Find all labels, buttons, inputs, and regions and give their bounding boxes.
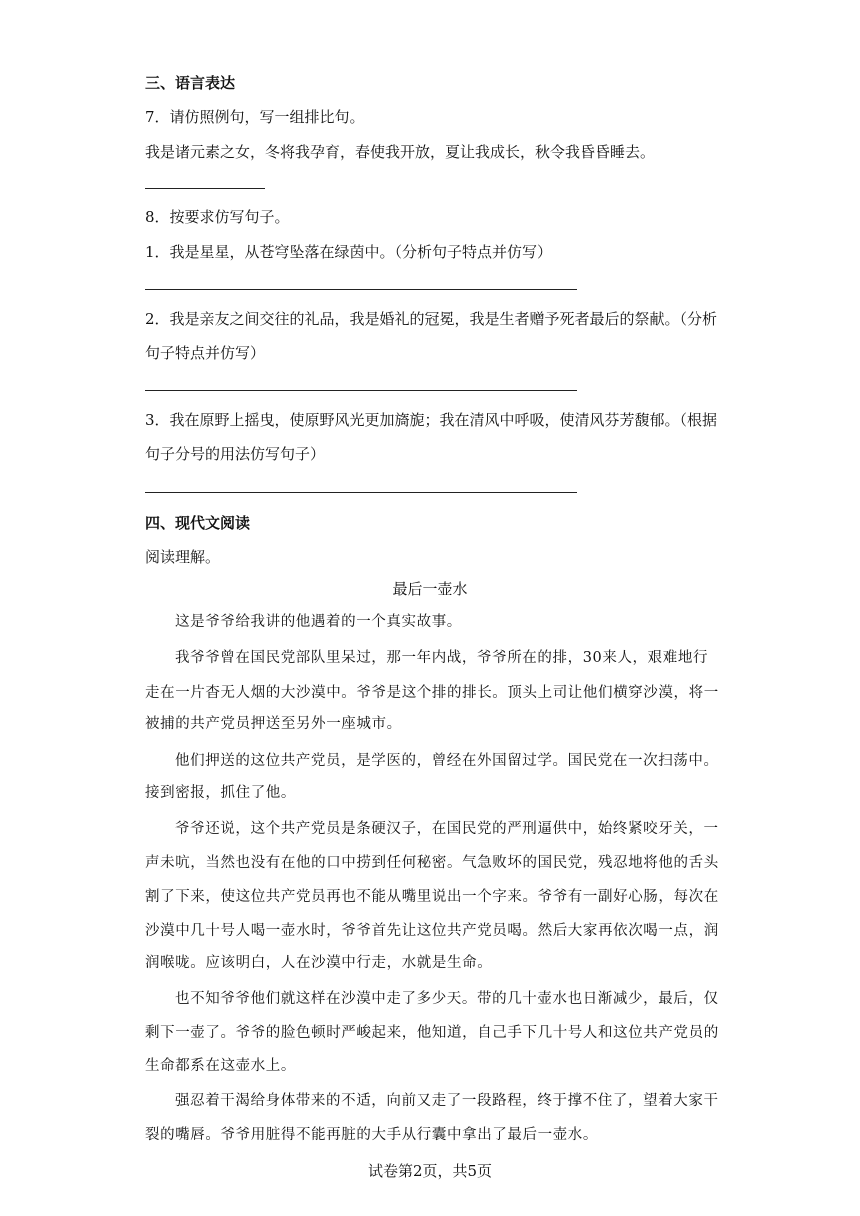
question-8-item-1: 1．我是星星，从苍穹坠落在绿茵中。（分析句子特点并仿写） (145, 243, 553, 261)
passage-line: 割了下来，使这位共产党员再也不能从嘴里说出一个字来。爷爷有一副好心肠，每次在 (145, 889, 719, 905)
passage-line: 也不知爷爷他们就这样在沙漠中走了多少天。带的几十壶水也日渐减少，最后，仅 (175, 991, 719, 1007)
reading-instruction: 阅读理解。 (145, 548, 221, 566)
answer-blank-q7[interactable] (145, 188, 265, 189)
passage-line: 我爷爷曾在国民党部队里呆过，那一年内战，爷爷所在的排，30来人，艰难地行 (175, 650, 709, 666)
passage-line: 沙漠中几十号人喝一壶水时，爷爷首先让这位共产党员喝。然后大家再依次喝一点，润 (145, 923, 719, 939)
passage-title: 最后一壶水 (392, 580, 468, 598)
passage-line: 剩下一壶了。爷爷的脸色顿时严峻起来，他知道，自己手下几十号人和这位共产党员的 (145, 1025, 719, 1041)
passage-line: 爷爷还说，这个共产党员是条硬汉子，在国民党的严刑逼供中，始终紧咬牙关，一 (175, 821, 719, 837)
question-8-item-2-line-1: 2．我是亲友之间交往的礼品，我是婚礼的冠冕，我是生者赠予死者最后的祭献。（分析 (145, 310, 718, 328)
answer-line-q8-1[interactable] (145, 289, 577, 290)
passage-line: 裂的嘴唇。爷爷用脏得不能再脏的大手从行囊中拿出了最后一壶水。 (145, 1127, 598, 1143)
passage-line: 强忍着干渴给身体带来的不适，向前又走了一段路程，终于撑不住了，望着大家干 (175, 1093, 719, 1109)
passage-line: 润喉咙。应该明白，人在沙漠中行走，水就是生命。 (145, 955, 493, 971)
passage-line: 接到密报，抓住了他。 (145, 785, 296, 801)
question-8-item-3-line-1: 3．我在原野上摇曳，使原野风光更加旖旎；我在清风中呼吸，使清风芬芳馥郁。（根据 (145, 411, 718, 429)
answer-line-q8-2[interactable] (145, 390, 577, 391)
passage-line: 这是爷爷给我讲的他遇着的一个真实故事。 (175, 614, 462, 630)
question-8-prompt: 8．按要求仿写句子。 (145, 208, 290, 226)
passage-line: 声未吭，当然也没有在他的口中捞到任何秘密。气急败坏的国民党，残忍地将他的舌头 (145, 855, 719, 871)
section-heading-language-expression: 三、语言表达 (145, 74, 236, 92)
passage-line: 他们押送的这位共产党员，是学医的，曾经在外国留过学。国民党在一次扫荡中。 (175, 753, 719, 769)
question-7-example: 我是诸元素之女，冬将我孕育，春使我开放，夏让我成长，秋令我昏昏睡去。 (145, 143, 656, 161)
answer-line-q8-3[interactable] (145, 492, 577, 493)
page-footer: 试卷第2页，共5页 (367, 1162, 493, 1180)
question-7-prompt: 7．请仿照例句，写一组排比句。 (145, 108, 365, 126)
question-8-item-2-line-2: 句子特点并仿写） (145, 344, 266, 362)
section-heading-modern-reading: 四、现代文阅读 (145, 514, 251, 532)
question-8-item-3-line-2: 句子分号的用法仿写句子） (145, 445, 326, 463)
passage-line: 走在一片杳无人烟的大沙漠中。爷爷是这个排的排长。顶头上司让他们横穿沙漠，将一 (145, 685, 719, 701)
passage-line: 被捕的共产党员押送至另外一座城市。 (145, 716, 402, 732)
passage-line: 生命都系在这壶水上。 (145, 1058, 296, 1074)
